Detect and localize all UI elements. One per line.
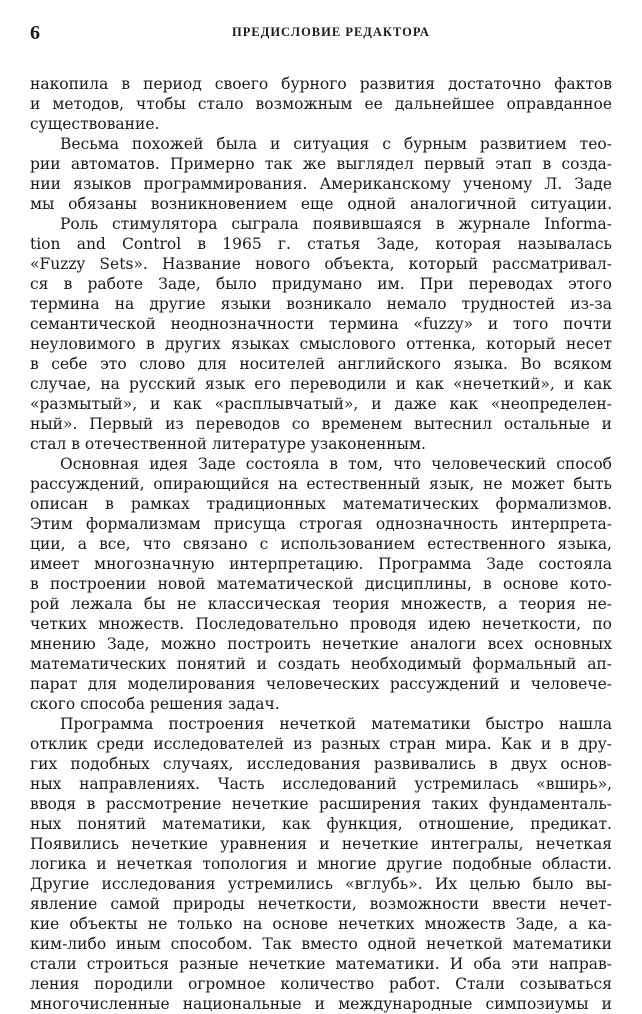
text-line: в построении новой математической дисциплины, в основе кото- <box>30 575 612 593</box>
text-line: Программа построения нечеткой математики быстро нашла <box>60 715 612 733</box>
text-line: мнению Заде, можно построить нечеткие аналоги всех основных <box>30 635 612 653</box>
text-line: Основная идея Заде состояла в том, что человеческий способ <box>60 455 612 473</box>
text-line: кие объекты не только на основе нечетких множеств Заде, а ка- <box>30 915 612 933</box>
text-line: имеет многозначную интерпретацию. Программа Заде состояла <box>30 555 612 573</box>
text-line: «Fuzzy Sets». Название нового объекта, который рассматривал- <box>30 255 612 273</box>
text-line: рассуждений, опирающийся на естественный язык, не может быть <box>30 475 612 493</box>
text-line: ных направлениях. Часть исследований устремилась «вширь», <box>30 775 612 793</box>
text-line: рии автоматов. Примерно так же выглядел первый этап в созда- <box>30 155 612 173</box>
text-line: неуловимого в других языках смыслового оттенка, который несет <box>30 335 612 353</box>
paragraph <box>30 214 612 454</box>
text-line: случае, на русский язык его переводили и как «нечеткий», и как <box>30 375 612 393</box>
text-line: ный». Первый из переводов со временем вытеснил остальные и <box>30 415 612 433</box>
text-line: мы обязаны возникновением еще одной аналогичной ситуации. <box>30 195 612 213</box>
text-line: Роль стимулятора сыграла появившаяся в журнале Informa- <box>60 215 612 233</box>
text-line: математических понятий и создать необходимый формальный ап- <box>30 655 612 673</box>
text-line: гих подобных случаях, исследования развивались в двух основ- <box>30 755 612 773</box>
text-line: термина на другие языки возникало немало трудностей из-за <box>30 295 612 313</box>
text-line: tion and Control в 1965 г. статья Заде, которая называлась <box>30 235 612 253</box>
paragraph <box>30 134 612 214</box>
paragraph <box>30 454 612 714</box>
text-line: ского способа решения задач. <box>30 695 280 713</box>
page-number: 6 <box>30 22 40 44</box>
text-line: описан в рамках традиционных математических формализмов. <box>30 495 612 513</box>
text-line: ных понятий математики, как функция, отношение, предикат. <box>30 815 612 833</box>
text-line: ления породили огромное количество работ. Стали созываться <box>30 975 612 993</box>
text-line: в себе это слово для носителей английского языка. Во всяком <box>30 355 612 373</box>
text-line: рой лежала бы не классическая теория множеств, а теория не- <box>30 595 612 613</box>
text-line: Этим формализмам присуща строгая однозначность интерпрета- <box>30 515 612 533</box>
text-line: Весьма похожей была и ситуация с бурным развитием тео- <box>60 135 612 153</box>
text-line: вводя в рассмотрение нечеткие расширения таких фундаменталь- <box>30 795 612 813</box>
running-title: ПРЕДИСЛОВИЕ РЕДАКТОРА <box>232 25 430 39</box>
text-line: Другие исследования устремились «вглубь». Их целью было вы- <box>30 875 612 893</box>
text-line: ции, а все, что связано с использованием естественного языка, <box>30 535 612 553</box>
paragraph <box>30 74 612 134</box>
text-line: семантической неоднозначности термина «fuzzy» и того почти <box>30 315 612 333</box>
text-line: накопила в период своего бурного развития достаточно фактов <box>30 75 612 93</box>
text-line: четких множеств. Последовательно проводя идею нечеткости, по <box>30 615 612 633</box>
text-line: стали строиться разные нечеткие математики. И оба эти направ- <box>30 955 612 973</box>
text-line: и методов, чтобы стало возможным ее дальнейшее оправданное <box>30 95 612 113</box>
text-line: отклик среди исследователей из разных стран мира. Как и в дру- <box>30 735 612 753</box>
text-line: стал в отечественной литературе узаконенным. <box>30 435 426 453</box>
text-line: парат для моделирования человеческих рассуждений и человече- <box>30 675 612 693</box>
text-line: многочисленные национальные и международные симпозиумы и <box>30 995 612 1013</box>
text-line: Появились нечеткие уравнения и нечеткие интегралы, нечеткая <box>30 835 612 853</box>
text-line: нии языков программирования. Американскому ученому Л. Заде <box>30 175 612 193</box>
text-line: существование. <box>30 115 160 133</box>
text-line: явление самой природы нечеткости, возможности ввести нечет- <box>30 895 612 913</box>
text-line: логика и нечеткая топология и многие другие подобные области. <box>30 855 612 873</box>
body-text <box>30 74 612 1014</box>
text-line: «размытый», и как «расплывчатый», и даже как «неопределен- <box>30 395 612 413</box>
text-line: ся в работе Заде, было придумано им. При переводах этого <box>30 275 612 293</box>
text-line: ким-либо иным способом. Так вместо одной нечеткой математики <box>30 935 612 953</box>
paragraph <box>30 714 612 1014</box>
